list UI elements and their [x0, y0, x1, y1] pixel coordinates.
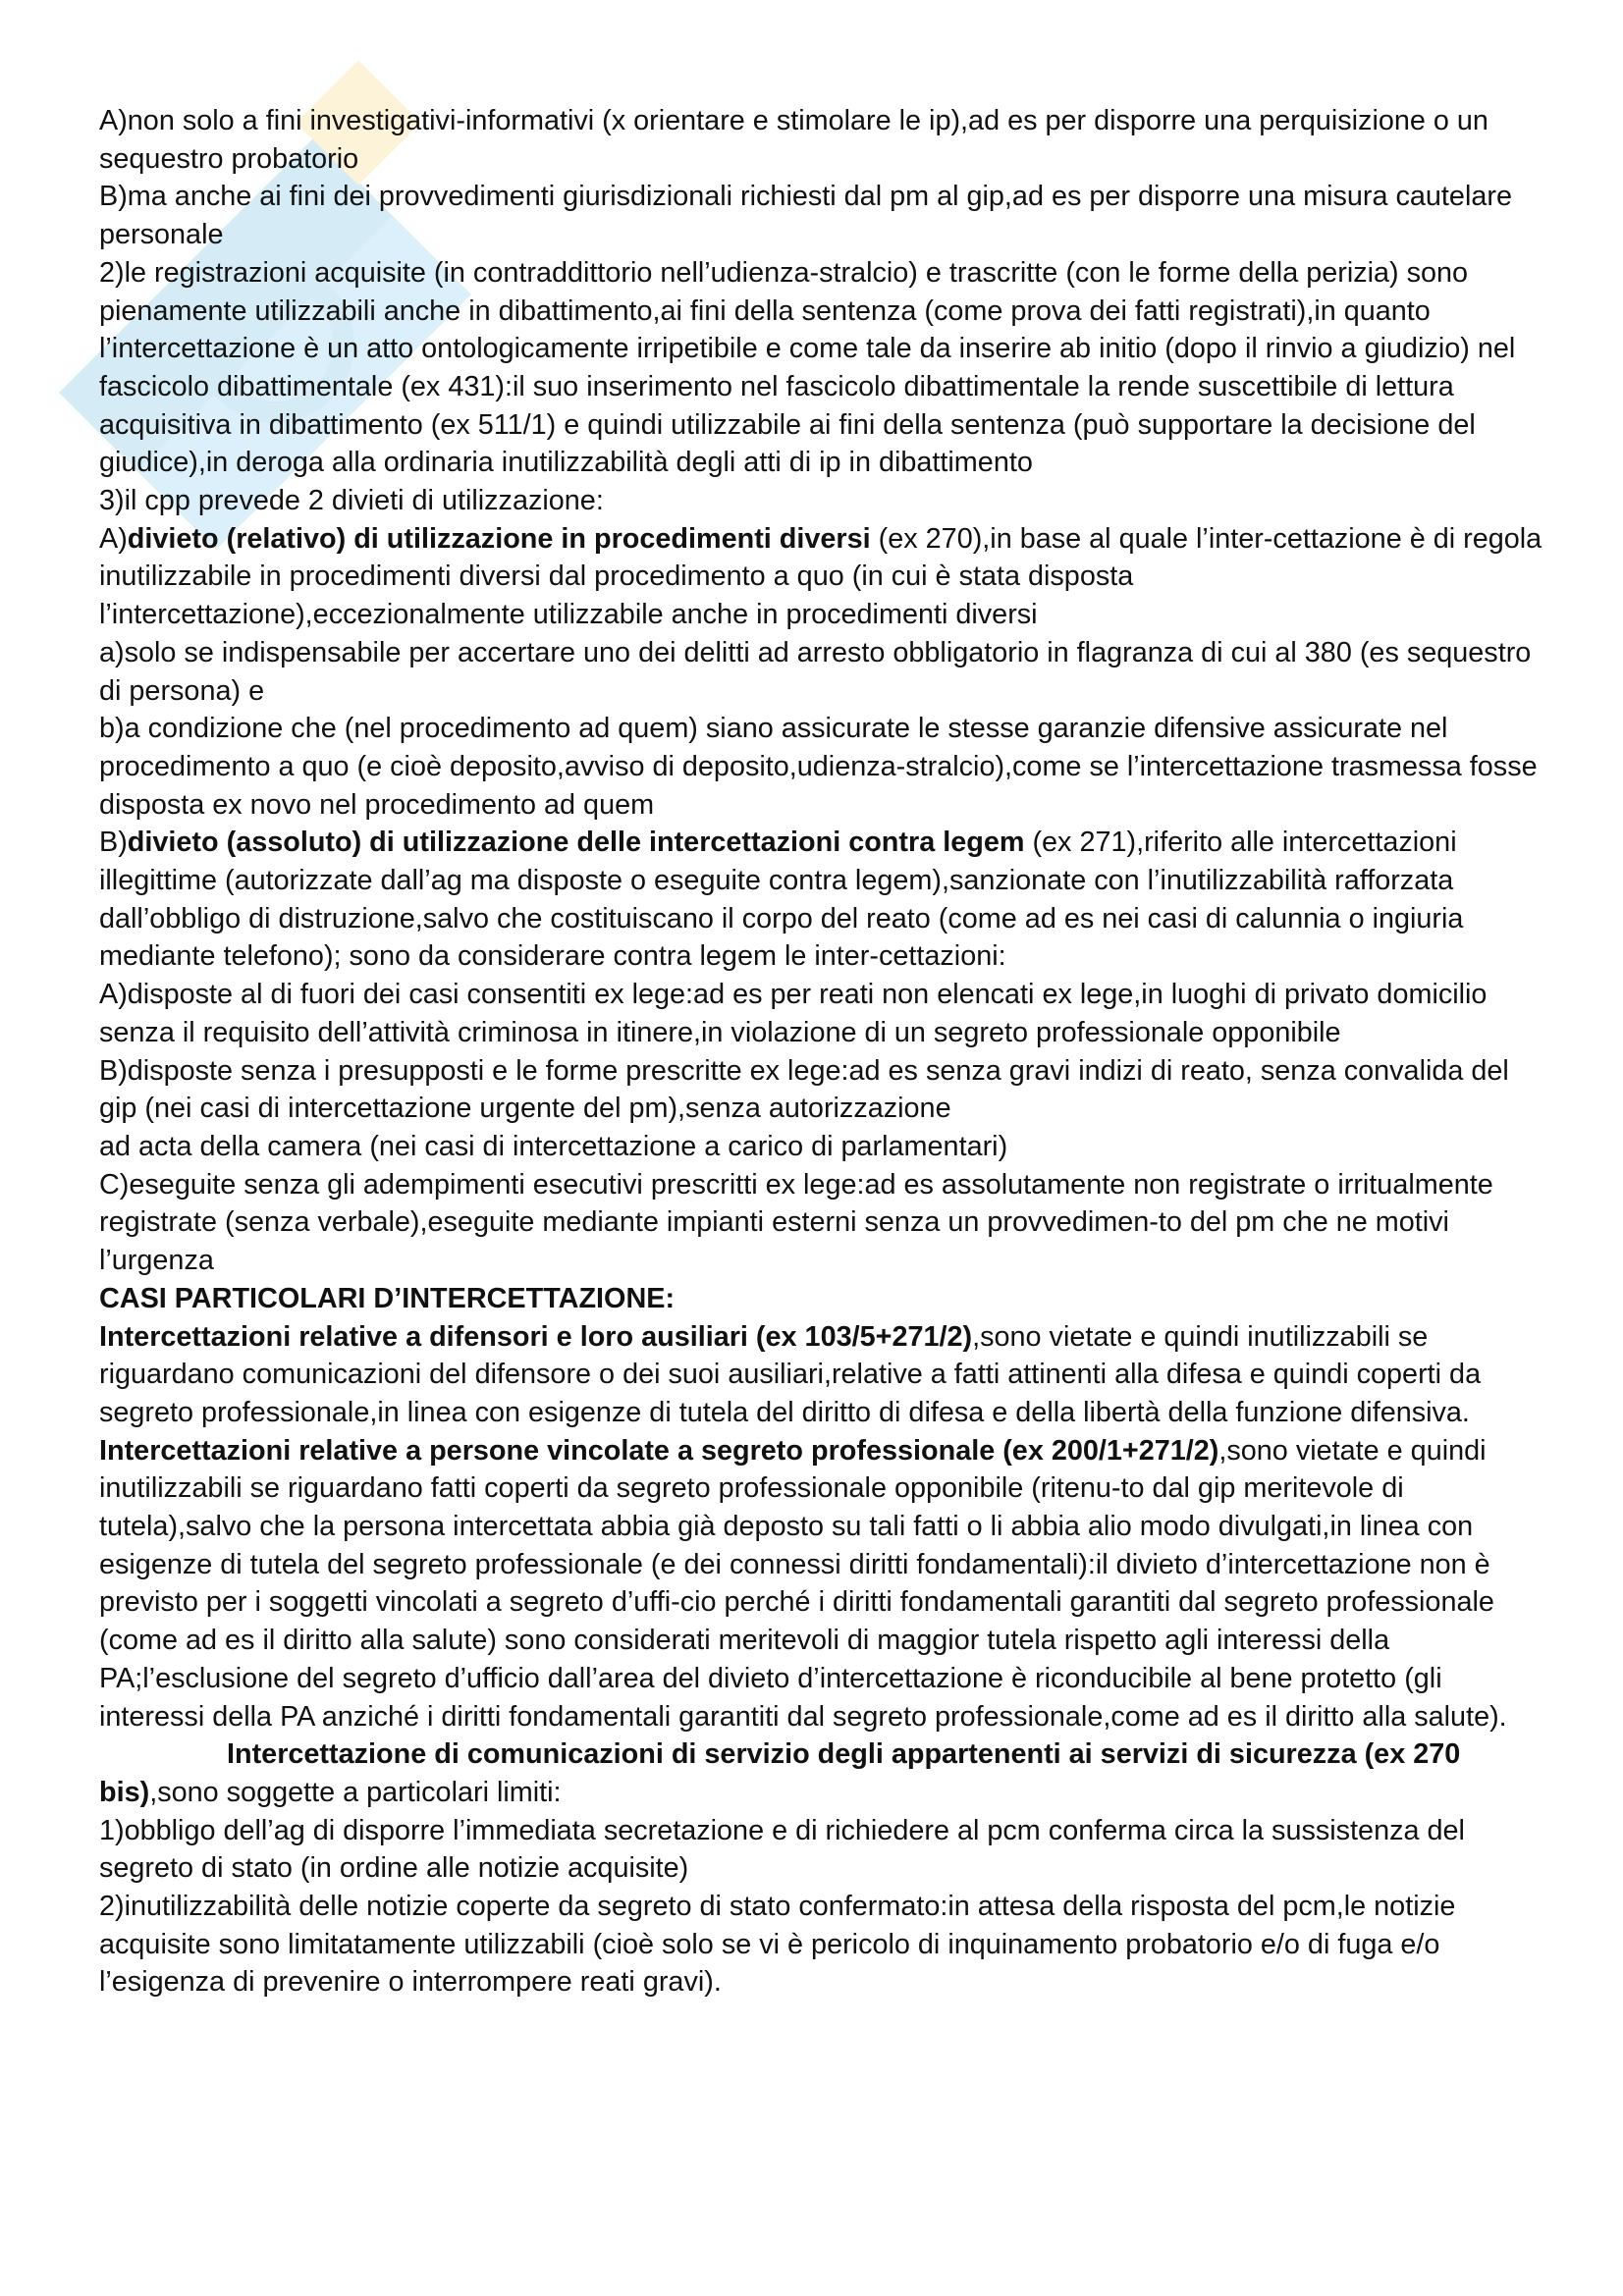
paragraph-l2: B)ma anche ai fini dei provvedimenti giurisdizionali richiesti dal pm al gip,ad es per disporre una misura cautelare personale	[99, 181, 1512, 251]
paragraph-l6: a)solo se indispensabile per accertare uno dei delitti ad arresto obbligatorio in flagranza di cui al 380 (es sequestro di persona) e	[99, 636, 1532, 707]
document-body	[99, 102, 1552, 2002]
c1-rest: ,sono vietate e quindi inutilizzabili se riguardano comunicazioni del difensore o dei suoi ausiliari,relative a fatti attinenti alla difesa e quindi coperti da segreto professionale,in linea con esigenze di tutela del diritto di difesa e della libertà della funzione difensiva.	[99, 1320, 1482, 1428]
paragraph-l10b: ad acta della camera (nei casi di intercettazione a carico di parlamentari)	[99, 1130, 1008, 1162]
paragraph-l3: 2)le registrazioni acquisite (in contraddittorio nell’udienza-stralcio) e trascritte (con le forme della perizia) sono pienamente utilizzabili anche in dibattimento,ai fini della sentenza (come prova dei fatti registrati),in quanto l’intercettazione è un atto ontologicamente irripetibile e come tale da inserire ab initio (dopo il rinvio a giudizio) nel fascicolo dibattimentale (ex 431):il suo inserimento nel fascicolo dibattimentale la rende suscettibile di lettura acquisitiva in dibattimento (ex 511/1) e quindi utilizzabile ai fini della sentenza (può supportare la decisione del giudice),in deroga alla ordinaria inutilizzabilità degli atti di ip in dibattimento	[99, 256, 1516, 479]
l8-rest: (ex 271),riferito alle intercettazioni illegittime (autorizzate dall’ag ma disposte o eseguite contra legem),sanzionate con l’inutilizzabilità rafforzata dall’obbligo di distruzione,salvo che costituiscano il corpo del reato (come ad es nei casi di calunnia o ingiuria mediante telefono); sono da considerare contra legem le inter-cettazioni:	[99, 827, 1464, 973]
paragraph-c1	[99, 1318, 1552, 1432]
c2-bold: Intercettazioni relative a persone vincolate a segreto professionale (ex 200/1+271/2)	[99, 1434, 1219, 1467]
section-heading-text: CASI PARTICOLARI D’INTERCETTAZIONE:	[99, 1282, 676, 1314]
c1-bold: Intercettazioni relative a difensori e loro ausiliari (ex 103/5+271/2)	[99, 1320, 973, 1353]
paragraph-c2	[99, 1432, 1552, 1812]
paragraph-l7: b)a condizione che (nel procedimento ad quem) siano assicurate le stesse garanzie difensive assicurate nel procedimento a quo (e cioè deposito,avviso di deposito,udienza-stralcio),come se l’intercettazione trasmessa fosse disposta ex novo nel procedimento ad quem	[99, 713, 1538, 821]
paragraph-l4: 3)il cpp prevede 2 divieti di utilizzazione:	[99, 485, 604, 517]
paragraph-l5	[99, 520, 1552, 634]
section-heading	[99, 1280, 1552, 1318]
l5-bold: divieto (relativo) di utilizzazione in procedimenti diversi	[127, 522, 871, 555]
l5-rest: (ex 270),in base al quale l’inter-cettazione è di regola inutilizzabile in procedimenti diversi dal procedimento a quo (in cui è stata disposta l’intercettazione),eccezionalmente utilizzabile anche in procedimenti diversi	[99, 522, 1542, 631]
l8-prefix: B)	[99, 827, 128, 859]
paragraph-l1: A)non solo a fini investigativi-informativi (x orientare e stimolare le ip),ad es per disporre una perquisizione o un sequestro probatorio	[99, 105, 1488, 175]
paragraph-l9: A)disposte al di fuori dei casi consentiti ex lege:ad es per reati non elencati ex lege,in luoghi di privato domicilio senza il requisito dell’attività criminosa in itinere,in violazione di un segreto professionale opponibile	[99, 979, 1488, 1048]
l8-bold: divieto (assoluto) di utilizzazione delle intercettazioni contra legem	[127, 827, 1025, 859]
paragraph-l8	[99, 824, 1552, 976]
l5-prefix: A)	[99, 522, 128, 555]
c3-rest: ,sono soggette a particolari limiti:	[149, 1776, 562, 1808]
c3-bold: Intercettazione di comunicazioni di servizio degli appartenenti ai servizi di sicurezza (ex 270 bis)	[99, 1738, 1461, 1808]
c2-rest: ,sono vietate e quindi inutilizzabili se riguardano fatti coperti da segreto professionale opponibile (ritenu-to dal gip meritevole di tutela),salvo che la persona intercettata abbia già deposto su tali fatti o li abbia alio modo divulgati,in linea con esigenze di tutela del segreto professionale (e dei connessi diritti fondamentali):il divieto d’intercettazione non è previsto per i soggetti vincolati a segreto d’uffi-cio perché i diritti fondamentali garantiti dal segreto professionale (come ad es il diritto alla salute) sono considerati meritevoli di maggior tutela rispetto agli interessi della PA;l’esclusione del segreto d’ufficio dall’area del divieto d’intercettazione è riconducibile al bene protetto (gli interessi della PA anziché i diritti fondamentali garantiti dal segreto professionale,come ad es il diritto alla salute).	[99, 1434, 1507, 1733]
paragraph-l10: B)disposte senza i presupposti e le forme prescritte ex lege:ad es senza gravi indizi di reato, senza convalida del gip (nei casi di intercettazione urgente del pm),senza autorizzazione	[99, 1054, 1509, 1125]
paragraph-l12: 1)obbligo dell’ag di disporre l’immediata secretazione e di richiedere al pcm conferma circa la sussistenza del segreto di stato (in ordine alle notizie acquisite)	[99, 1814, 1465, 1885]
paragraph-l13: 2)inutilizzabilità delle notizie coperte da segreto di stato confermato:in attesa della risposta del pcm,le notizie acquisite sono limitatamente utilizzabili (cioè solo se vi è pericolo di inquinamento probatorio e/o di fuga e/o l’esigenza di prevenire o interrompere reati gravi).	[99, 1891, 1456, 1999]
paragraph-l11: C)eseguite senza gli adempimenti esecutivi prescritti ex lege:ad es assolutamente non registrate o irritualmente registrate (senza verbale),eseguite mediante impianti esterni senza un provvedimen-to del pm che ne motivi l’urgenza	[99, 1168, 1493, 1277]
